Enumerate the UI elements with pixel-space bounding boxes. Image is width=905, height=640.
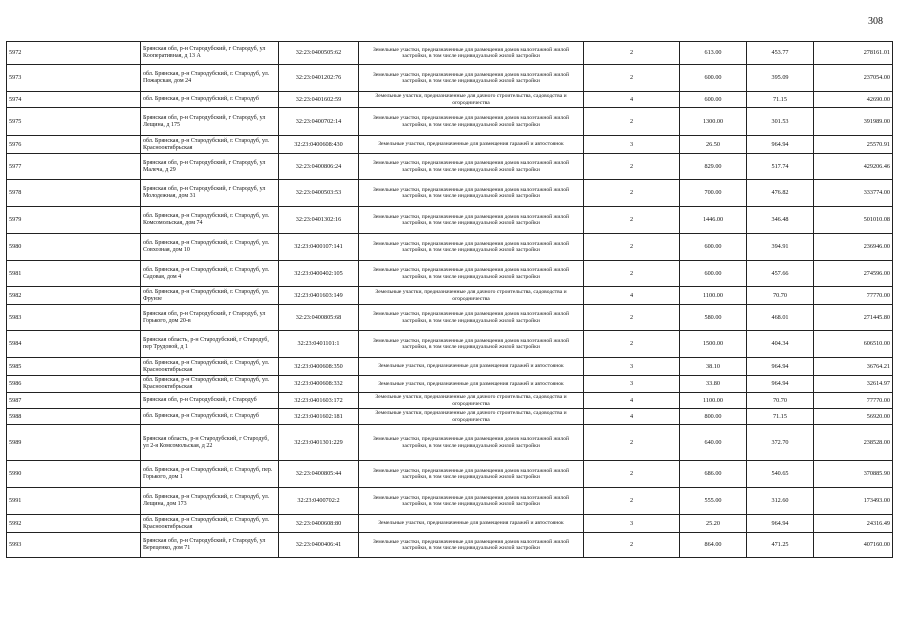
cadastral-value-cell: 407160.00 xyxy=(814,533,893,558)
area-cell: 1100.00 xyxy=(680,393,747,409)
address-cell: обл. Брянская, р-н Стародубский, г. Стародуб, ул. Краснооктябрьская xyxy=(141,358,279,376)
area-cell: 600.00 xyxy=(680,65,747,92)
area-cell: 26.50 xyxy=(680,136,747,154)
area-cell: 600.00 xyxy=(680,261,747,287)
table-row xyxy=(7,136,893,154)
cadastral-value-cell: 24316.49 xyxy=(814,515,893,533)
area-cell: 1446.00 xyxy=(680,207,747,234)
category-cell: 2 xyxy=(584,234,680,261)
rate-cell: 70.70 xyxy=(747,287,814,305)
area-cell: 1300.00 xyxy=(680,108,747,136)
area-cell: 864.00 xyxy=(680,533,747,558)
row-number: 5972 xyxy=(7,42,141,65)
permitted-use-cell: Земельные участки, предназначенные для размещения домов малоэтажной жилой застройки, в том числе индивидуальной жилой застройки xyxy=(359,261,584,287)
cadastral-number-cell: 32:23:0400805:44 xyxy=(279,461,359,488)
cadastral-number-cell: 32:23:0401302:16 xyxy=(279,207,359,234)
area-cell: 1500.00 xyxy=(680,331,747,358)
address-cell: Брянская обл, р-н Стародубский, г Стародуб, ул Кооперативная, д 13 А xyxy=(141,42,279,65)
category-cell: 2 xyxy=(584,154,680,180)
area-cell: 800.00 xyxy=(680,409,747,425)
cadastral-number-cell: 32:23:0400406:41 xyxy=(279,533,359,558)
category-cell: 4 xyxy=(584,92,680,108)
address-cell: обл. Брянская, р-н Стародубский, г. Стародуб xyxy=(141,409,279,425)
rate-cell: 964.94 xyxy=(747,515,814,533)
rate-cell: 476.82 xyxy=(747,180,814,207)
row-number: 5975 xyxy=(7,108,141,136)
rate-cell: 468.01 xyxy=(747,305,814,331)
category-cell: 2 xyxy=(584,305,680,331)
address-cell: обл. Брянская, р-н Стародубский, г. Стародуб, ул. Фрунзе xyxy=(141,287,279,305)
cadastral-number-cell: 32:23:0400402:105 xyxy=(279,261,359,287)
category-cell: 2 xyxy=(584,461,680,488)
area-cell: 613.00 xyxy=(680,42,747,65)
cadastral-value-cell: 237054.00 xyxy=(814,65,893,92)
category-cell: 2 xyxy=(584,180,680,207)
permitted-use-cell: Земельные участки, предназначенные для размещения домов малоэтажной жилой застройки, в том числе индивидуальной жилой застройки xyxy=(359,154,584,180)
area-cell: 700.00 xyxy=(680,180,747,207)
permitted-use-cell: Земельные участки, предназначенные для размещения домов малоэтажной жилой застройки, в том числе индивидуальной жилой застройки xyxy=(359,234,584,261)
rate-cell: 372.70 xyxy=(747,425,814,461)
cadastral-number-cell: 32:23:0400702:14 xyxy=(279,108,359,136)
category-cell: 2 xyxy=(584,207,680,234)
cadastral-number-cell: 32:23:0400503:53 xyxy=(279,180,359,207)
row-number: 5976 xyxy=(7,136,141,154)
table-body xyxy=(7,42,893,558)
permitted-use-cell: Земельные участки, предназначенные для размещения домов малоэтажной жилой застройки, в том числе индивидуальной жилой застройки xyxy=(359,305,584,331)
permitted-use-cell: Земельные участки, предназначенные для размещения домов малоэтажной жилой застройки, в том числе индивидуальной жилой застройки xyxy=(359,461,584,488)
cadastral-number-cell: 32:23:0401202:76 xyxy=(279,65,359,92)
table-row xyxy=(7,358,893,376)
cadastral-number-cell: 32:23:0400805:68 xyxy=(279,305,359,331)
address-cell: обл. Брянская, р-н Стародубский, г. Стародуб, ул. Краснооктябрьская xyxy=(141,515,279,533)
category-cell: 4 xyxy=(584,409,680,425)
category-cell: 3 xyxy=(584,376,680,393)
cadastral-value-cell: 606510.00 xyxy=(814,331,893,358)
rate-cell: 540.65 xyxy=(747,461,814,488)
permitted-use-cell: Земельные участки, предназначенные для размещения гаражей и автостоянок xyxy=(359,136,584,154)
row-number: 5989 xyxy=(7,425,141,461)
permitted-use-cell: Земельные участки, предназначенные для размещения домов малоэтажной жилой застройки, в том числе индивидуальной жилой застройки xyxy=(359,180,584,207)
rate-cell: 346.48 xyxy=(747,207,814,234)
address-cell: обл. Брянская, р-н Стародубский, г. Стародуб, ул. Совхозная, дом 10 xyxy=(141,234,279,261)
row-number: 5978 xyxy=(7,180,141,207)
table-row xyxy=(7,287,893,305)
table-row xyxy=(7,92,893,108)
area-cell: 600.00 xyxy=(680,92,747,108)
rate-cell: 471.25 xyxy=(747,533,814,558)
row-number: 5983 xyxy=(7,305,141,331)
rate-cell: 394.91 xyxy=(747,234,814,261)
area-cell: 829.00 xyxy=(680,154,747,180)
table-row xyxy=(7,234,893,261)
rate-cell: 457.66 xyxy=(747,261,814,287)
category-cell: 3 xyxy=(584,515,680,533)
permitted-use-cell: Земельные участки, предназначенные для дачного строительства, садоводства и огородничества xyxy=(359,393,584,409)
category-cell: 2 xyxy=(584,261,680,287)
permitted-use-cell: Земельные участки, предназначенные для размещения домов малоэтажной жилой застройки, в том числе индивидуальной жилой застройки xyxy=(359,533,584,558)
address-cell: обл. Брянская, р-н Стародубский, г. Стародуб, ул. Пожарская, дом 24 xyxy=(141,65,279,92)
table-row xyxy=(7,261,893,287)
table-row xyxy=(7,331,893,358)
cadastral-value-cell: 236946.00 xyxy=(814,234,893,261)
cadastral-number-cell: 32:23:0400608:350 xyxy=(279,358,359,376)
cadastral-value-cell: 333774.00 xyxy=(814,180,893,207)
cadastral-value-cell: 370885.90 xyxy=(814,461,893,488)
cadastral-value-cell: 501010.08 xyxy=(814,207,893,234)
table-row xyxy=(7,154,893,180)
category-cell: 2 xyxy=(584,331,680,358)
cadastral-value-cell: 429206.46 xyxy=(814,154,893,180)
category-cell: 3 xyxy=(584,358,680,376)
address-cell: обл. Брянская, р-н Стародубский, г. Стародуб, ул. Краснооктябрьская xyxy=(141,136,279,154)
address-cell: Брянская область, р-н Стародубский, г Стародуб, ул 2-я Комсомольская, д 22 xyxy=(141,425,279,461)
permitted-use-cell: Земельные участки, предназначенные для размещения домов малоэтажной жилой застройки, в том числе индивидуальной жилой застройки xyxy=(359,425,584,461)
area-cell: 25.20 xyxy=(680,515,747,533)
cadastral-value-cell: 32614.97 xyxy=(814,376,893,393)
area-cell: 555.00 xyxy=(680,488,747,515)
cadastral-number-cell: 32:23:0400608:430 xyxy=(279,136,359,154)
permitted-use-cell: Земельные участки, предназначенные для дачного строительства, садоводства и огородничества xyxy=(359,287,584,305)
cadastral-value-cell: 173493.00 xyxy=(814,488,893,515)
cadastral-value-cell: 42690.00 xyxy=(814,92,893,108)
category-cell: 2 xyxy=(584,65,680,92)
cadastral-value-cell: 271445.80 xyxy=(814,305,893,331)
table-row xyxy=(7,376,893,393)
category-cell: 2 xyxy=(584,42,680,65)
table-row xyxy=(7,425,893,461)
row-number: 5982 xyxy=(7,287,141,305)
page-number: 308 xyxy=(868,16,883,27)
cadastral-number-cell: 32:23:0401602:59 xyxy=(279,92,359,108)
table-row xyxy=(7,108,893,136)
category-cell: 2 xyxy=(584,108,680,136)
category-cell: 4 xyxy=(584,287,680,305)
rate-cell: 301.53 xyxy=(747,108,814,136)
cadastral-number-cell: 32:23:0400806:24 xyxy=(279,154,359,180)
address-cell: Брянская обл, р-н Стародубский, г Стародуб xyxy=(141,393,279,409)
permitted-use-cell: Земельные участки, предназначенные для размещения домов малоэтажной жилой застройки, в том числе индивидуальной жилой застройки xyxy=(359,108,584,136)
cadastral-number-cell: 32:23:0401603:149 xyxy=(279,287,359,305)
permitted-use-cell: Земельные участки, предназначенные для размещения домов малоэтажной жилой застройки, в том числе индивидуальной жилой застройки xyxy=(359,42,584,65)
row-number: 5992 xyxy=(7,515,141,533)
address-cell: обл. Брянская, р-н Стародубский, г. Стародуб, пер. Горького, дом 1 xyxy=(141,461,279,488)
row-number: 5990 xyxy=(7,461,141,488)
row-number: 5977 xyxy=(7,154,141,180)
rate-cell: 964.94 xyxy=(747,358,814,376)
table-row xyxy=(7,533,893,558)
address-cell: обл. Брянская, р-н Стародубский, г. Стародуб, ул. Комсомольская, дом 74 xyxy=(141,207,279,234)
cadastral-value-cell: 25570.91 xyxy=(814,136,893,154)
cadastral-value-cell: 238528.00 xyxy=(814,425,893,461)
address-cell: Брянская обл, р-н Стародубский, г Стародуб, ул Лещина, д 175 xyxy=(141,108,279,136)
cadastral-number-cell: 32:23:0401602:181 xyxy=(279,409,359,425)
rate-cell: 71.15 xyxy=(747,92,814,108)
row-number: 5979 xyxy=(7,207,141,234)
permitted-use-cell: Земельные участки, предназначенные для размещения домов малоэтажной жилой застройки, в том числе индивидуальной жилой застройки xyxy=(359,207,584,234)
table-row xyxy=(7,180,893,207)
cadastral-number-cell: 32:23:0400608:332 xyxy=(279,376,359,393)
cadastral-value-cell: 77770.00 xyxy=(814,393,893,409)
address-cell: Брянская обл, р-н Стародубский, г Стародуб, ул Молодежная, дом 31 xyxy=(141,180,279,207)
row-number: 5974 xyxy=(7,92,141,108)
cadastral-number-cell: 32:23:0400107:141 xyxy=(279,234,359,261)
area-cell: 640.00 xyxy=(680,425,747,461)
permitted-use-cell: Земельные участки, предназначенные для дачного строительства, садоводства и огородничества xyxy=(359,409,584,425)
address-cell: Брянская область, р-н Стародубский, г Стародуб, пер Трудовой, д 1 xyxy=(141,331,279,358)
address-cell: обл. Брянская, р-н Стародубский, г. Стародуб xyxy=(141,92,279,108)
permitted-use-cell: Земельные участки, предназначенные для размещения гаражей и автостоянок xyxy=(359,515,584,533)
cadastral-value-cell: 391989.00 xyxy=(814,108,893,136)
row-number: 5986 xyxy=(7,376,141,393)
cadastral-number-cell: 32:23:0401301:229 xyxy=(279,425,359,461)
area-cell: 1100.00 xyxy=(680,287,747,305)
rate-cell: 964.94 xyxy=(747,376,814,393)
row-number: 5993 xyxy=(7,533,141,558)
rate-cell: 453.77 xyxy=(747,42,814,65)
cadastral-value-cell: 274596.00 xyxy=(814,261,893,287)
rate-cell: 964.94 xyxy=(747,136,814,154)
cadastral-value-cell: 278161.01 xyxy=(814,42,893,65)
area-cell: 33.80 xyxy=(680,376,747,393)
rate-cell: 312.60 xyxy=(747,488,814,515)
address-cell: обл. Брянская, р-н Стародубский, г. Стародуб, ул. Садовая, дом 4 xyxy=(141,261,279,287)
row-number: 5988 xyxy=(7,409,141,425)
rate-cell: 70.70 xyxy=(747,393,814,409)
rate-cell: 517.74 xyxy=(747,154,814,180)
table-row xyxy=(7,515,893,533)
cadastral-number-cell: 32:23:0400702:2 xyxy=(279,488,359,515)
row-number: 5984 xyxy=(7,331,141,358)
area-cell: 38.10 xyxy=(680,358,747,376)
address-cell: обл. Брянская, р-н Стародубский, г. Стародуб, ул. Лещина, дом 173 xyxy=(141,488,279,515)
category-cell: 3 xyxy=(584,136,680,154)
cadastral-number-cell: 32:23:0400608:80 xyxy=(279,515,359,533)
row-number: 5987 xyxy=(7,393,141,409)
cadastral-value-cell: 36764.21 xyxy=(814,358,893,376)
permitted-use-cell: Земельные участки, предназначенные для размещения домов малоэтажной жилой застройки, в том числе индивидуальной жилой застройки xyxy=(359,65,584,92)
category-cell: 4 xyxy=(584,393,680,409)
table-row xyxy=(7,305,893,331)
row-number: 5973 xyxy=(7,65,141,92)
permitted-use-cell: Земельные участки, предназначенные для размещения гаражей и автостоянок xyxy=(359,358,584,376)
category-cell: 2 xyxy=(584,425,680,461)
cadastral-number-cell: 32:23:0400505:62 xyxy=(279,42,359,65)
permitted-use-cell: Земельные участки, предназначенные для дачного строительства, садоводства и огородничества xyxy=(359,92,584,108)
address-cell: обл. Брянская, р-н Стародубский, г. Стародуб, ул. Краснооктябрьская xyxy=(141,376,279,393)
address-cell: Брянская обл, р-н Стародубский, г Стародуб, ул Горького, дом 20-в xyxy=(141,305,279,331)
row-number: 5991 xyxy=(7,488,141,515)
row-number: 5980 xyxy=(7,234,141,261)
permitted-use-cell: Земельные участки, предназначенные для размещения домов малоэтажной жилой застройки, в том числе индивидуальной жилой застройки xyxy=(359,488,584,515)
address-cell: Брянская обл, р-н Стародубский, г Стародуб, ул Малеча, д 29 xyxy=(141,154,279,180)
table-row xyxy=(7,207,893,234)
row-number: 5985 xyxy=(7,358,141,376)
permitted-use-cell: Земельные участки, предназначенные для размещения домов малоэтажной жилой застройки, в том числе индивидуальной жилой застройки xyxy=(359,331,584,358)
category-cell: 2 xyxy=(584,488,680,515)
permitted-use-cell: Земельные участки, предназначенные для размещения гаражей и автостоянок xyxy=(359,376,584,393)
rate-cell: 395.09 xyxy=(747,65,814,92)
land-registry-table xyxy=(6,41,893,558)
cadastral-number-cell: 32:23:0401101:1 xyxy=(279,331,359,358)
table-row xyxy=(7,461,893,488)
row-number: 5981 xyxy=(7,261,141,287)
table-row xyxy=(7,42,893,65)
address-cell: Брянская обл, р-н Стародубский, г Стародуб, ул Вереценко, дом 71 xyxy=(141,533,279,558)
table-row xyxy=(7,393,893,409)
category-cell: 2 xyxy=(584,533,680,558)
area-cell: 600.00 xyxy=(680,234,747,261)
table-row xyxy=(7,488,893,515)
area-cell: 686.00 xyxy=(680,461,747,488)
cadastral-value-cell: 77770.00 xyxy=(814,287,893,305)
cadastral-value-cell: 56920.00 xyxy=(814,409,893,425)
area-cell: 580.00 xyxy=(680,305,747,331)
rate-cell: 71.15 xyxy=(747,409,814,425)
table-row xyxy=(7,65,893,92)
cadastral-number-cell: 32:23:0401603:172 xyxy=(279,393,359,409)
rate-cell: 404.34 xyxy=(747,331,814,358)
table-row xyxy=(7,409,893,425)
